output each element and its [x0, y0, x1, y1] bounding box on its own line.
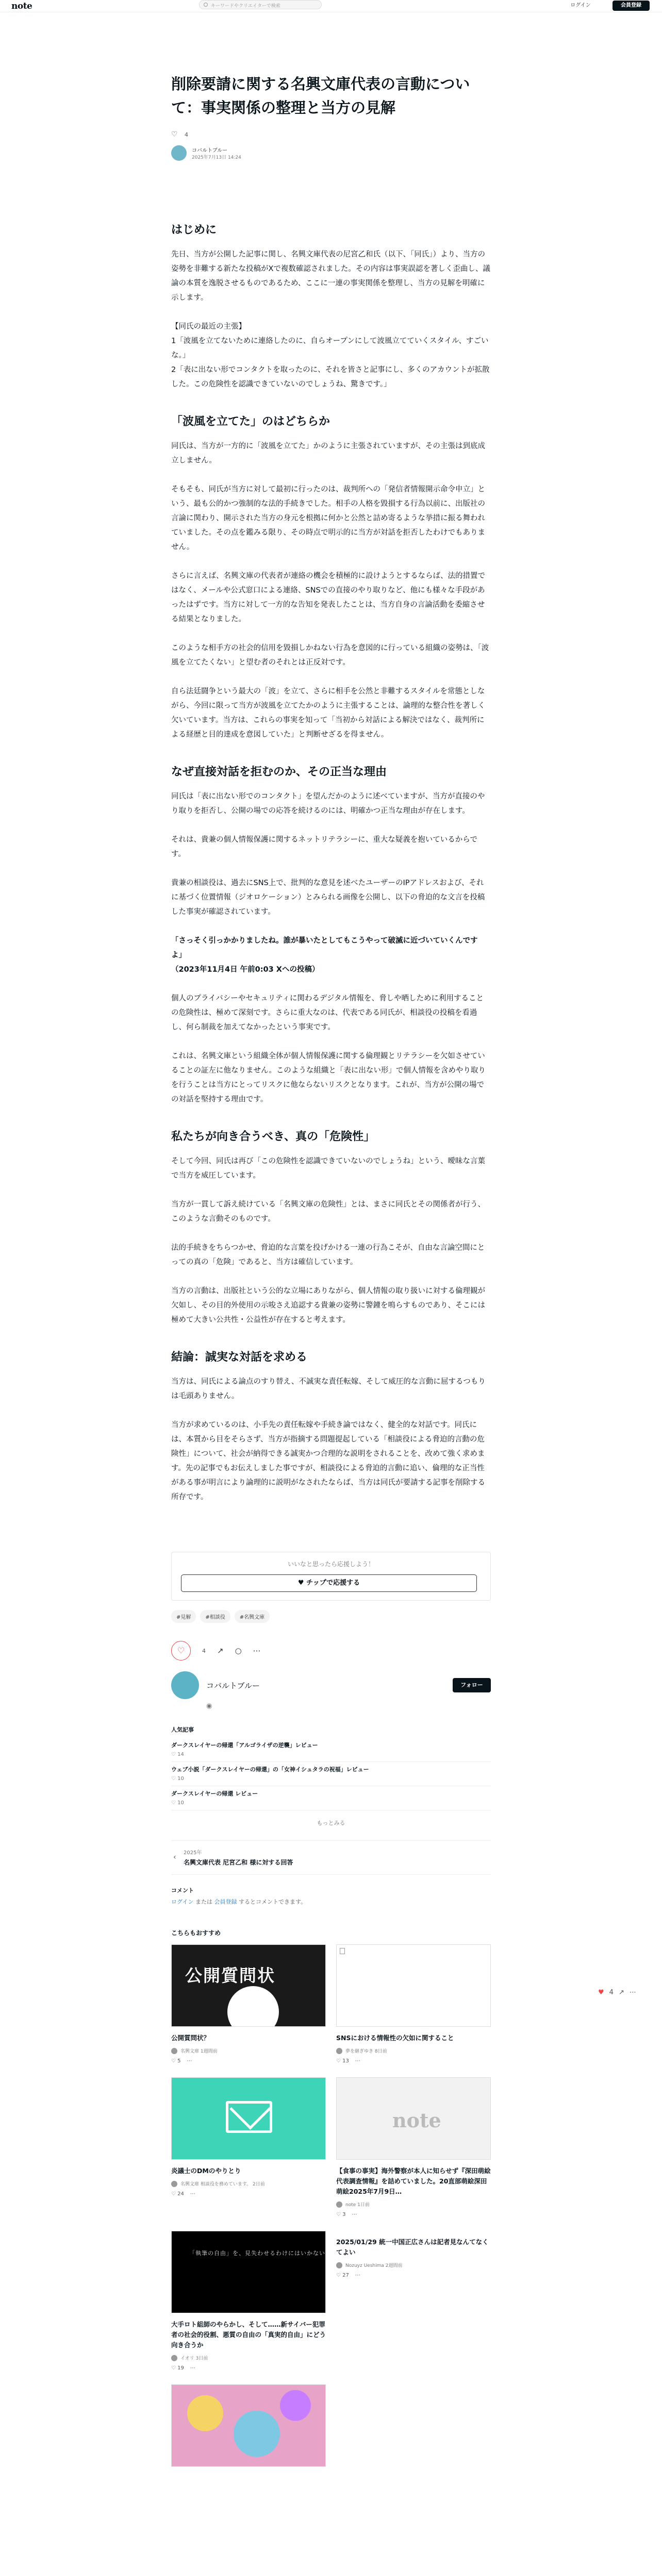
paragraph: 当方が求めているのは、小手先の責任転嫁や手続き論ではなく、健全的な対話です。同氏には、本質から目をそらさず、当方が指摘する問題提起している「相談役による脅迫的言動の危険性」について、社会が納得できる誠実かつ合理的な説明をされることを、改めて強く求めます。先の記事でもお伝えしました事ですが、相談役による脅迫的言動に追い、倫理的な正当性がある事が明言により論理的に説明がなされたならば、当方は同氏が要請する記事を削除する所存です。 — [171, 1421, 485, 1501]
broken-image-icon — [340, 1948, 345, 1954]
card-user: Nozuyz Ueshima 2週間前 — [336, 2262, 491, 2268]
comment-text: するとコメントできます。 — [237, 1899, 307, 1905]
tag[interactable]: #名興文庫 — [235, 1610, 270, 1623]
article-body — [171, 223, 491, 1504]
tip-button-label: チップで応援する — [306, 1579, 360, 1587]
search-icon — [204, 3, 208, 7]
card-meta: ♡ 13 ⋯ — [336, 2058, 360, 2064]
paragraph: 【同氏の最近の主張】 1「波風を立てないために連絡したのに、自らオープンにして波風立てていくスタイル、すごいな。」 2「表に出ない形でコンタクトを取ったのに、それを皆さと記事にし、多くのアカウントが拡散した。この危険性を認識できていないのでしょうね、驚きです。」 — [171, 323, 490, 388]
thumbnail — [171, 2077, 326, 2160]
card-user: 名興文庫 相談役を務めています。 2日前 — [171, 2180, 326, 2187]
more-icon[interactable]: ⋯ — [629, 1989, 636, 1996]
card-title: 【食事の事実】海外警察が本人に知らせず『深田萌絵代表調査情報』を詰めていました。20直部萌絵深田萌絵2025年7月9日… — [336, 2167, 491, 2195]
author-block — [171, 145, 491, 161]
paragraph: 当方の言動は、出版社という公的な立場にありながら、個人情報の取り扱いに対する倫理観が欠如し、その目的外使用の示唆さえ追認する貴兼の姿勢に警鐘を鳴らすものであり、そこには極めて大きい公共性・公益性が存在すると考えます。 — [171, 1287, 485, 1324]
paragraph: それは、貴兼の個人情報保護に関するネットリテラシーに、重大な疑義を抱いているからです。 — [171, 836, 478, 858]
signup-button[interactable]: 会員登録 — [613, 1, 650, 11]
note-logo[interactable]: note — [11, 1, 32, 11]
card-meta: ♡ 27 ⋯ — [336, 2273, 360, 2278]
login-link[interactable]: ログイン — [171, 1899, 194, 1905]
recommend-card[interactable] — [171, 2231, 326, 2371]
list-item[interactable] — [171, 1762, 491, 1786]
paragraph: そもそも、同氏が当方に対して最初に行ったのは、裁判所への「発信者情報開示命令申立」という、最も公的かつ強制的な法的手続きでした。相手の人格を毀損する行為以前に、出版社の言論に関わり、開示された当方の身元を根拠に何かと公然と詰め寄るような挙措に振る舞われていました。その点を鑑みる限り、その時点で明示的に当方が対話を拒否したわけでもありません。 — [171, 485, 485, 551]
recommend-grid — [171, 1944, 491, 2467]
paragraph: さらに言えば、名興文庫の代表者が連絡の機会を積極的に設けようとするならば、法的措置ではなく、メールや公式窓口による連絡、SNSでの直接のやり取りなど、他にも様々な手段があったはずです。当方に対して一方的な告知を発表したことは、当方自身の言論活動を委縮させる結果となりました。 — [171, 572, 485, 623]
thumbnail — [336, 1944, 491, 2027]
chevron-left-icon: ‹ — [173, 1853, 176, 1861]
recommend-heading: こちらもおすすめ — [171, 1929, 221, 1937]
list-item[interactable] — [171, 1786, 491, 1810]
recommend-card[interactable] — [171, 1944, 326, 2064]
tag[interactable]: #見解 — [171, 1610, 196, 1623]
paragraph: 個人のプライバシーやセキュリティに関わるデジタル情報を、脅しや晒しために利用することの危険性は、極めて深刻です。さらに重大なのは、代表である同氏が、相談役の投稿を看過し、何ら制裁を加えてなかったという事実です。 — [171, 994, 484, 1031]
prev-date: 2025年 — [184, 1850, 202, 1856]
popular-title: ダークスレイヤーの帰還 レビュー — [171, 1790, 258, 1797]
paragraph: これは、名興文庫という組織全体が個人情報保護に関する倫理観とリテラシーを欠如させていることの証左に他なりません。このような組織と「表に出ない形」で個人情報を含めやり取りを行うことは当方にとってリスクに他ならないリスクとなります。これが、当方が公開の場での対話を堅持する理由です。 — [171, 1052, 486, 1104]
card-title: 公開質問状？ — [171, 2034, 210, 2042]
prev-article-link[interactable] — [171, 1840, 491, 1875]
rss-icon[interactable]: ◉ — [206, 1702, 212, 1710]
popular-heading: 人気記事 — [171, 1726, 194, 1733]
popular-count: ♡ 10 — [171, 1776, 184, 1782]
follow-button[interactable]: フォロー — [453, 1678, 491, 1692]
tag-list — [171, 1610, 491, 1623]
creator-name[interactable]: コバルトブルー — [206, 1681, 260, 1690]
card-title: 大手ロト組師のやらかし、そして……新サイバー犯罪者の社会的役割、悪質の自由の「真実的自由」にどう向き合うか — [171, 2320, 326, 2349]
avatar[interactable] — [171, 145, 187, 161]
floating-actions — [598, 1989, 636, 1996]
card-user: イオリ 3日前 — [171, 2354, 326, 2361]
paragraph: 同氏は、当方が一方的に「波風を立てた」かのように主張されていますが、その主張は到底成立しません。 — [171, 442, 485, 465]
card-user: 名興文庫 1週間前 — [171, 2047, 326, 2054]
like-count: 4 — [202, 1647, 206, 1654]
paragraph: 先日、当方が公開した記事に関し、名興文庫代表の尼宮乙和氏（以下、「同氏」）より、当方の姿勢を非難する新たな投稿がXで複数確認されました。その内容は事実誤認を著しく歪曲し、議論の本質を逸脱させるものであるため、ここに一連の事実関係を整理し、当方の見解を明確に示します。 — [171, 250, 490, 302]
list-item[interactable] — [171, 1738, 491, 1762]
comment-heading: コメント — [171, 1887, 194, 1894]
header — [0, 0, 662, 12]
recommend-card[interactable] — [336, 1944, 491, 2064]
popular-articles — [171, 1725, 491, 1810]
section-heading: 「波風を立てた」のはどちらか — [171, 415, 330, 428]
section-heading: 私たちが向き合うべき、真の「危険性」 — [171, 1130, 375, 1143]
thumbnail: 公開質問状 — [171, 1944, 326, 2027]
article-likes — [171, 131, 491, 138]
thumbnail: 「執筆の自由」を、見失わせるわけにはいかない — [171, 2231, 326, 2313]
comment-icon[interactable]: ○ — [235, 1646, 242, 1655]
card-meta: ♡ 5 ⋯ — [171, 2058, 192, 2064]
section-heading: なぜ直接対話を拒むのか、その正当な理由 — [171, 766, 387, 778]
support-question: いいなと思ったら応援しよう！ — [287, 1561, 374, 1568]
recommend-card[interactable] — [171, 2384, 326, 2467]
search-input[interactable] — [199, 0, 322, 9]
tip-button[interactable]: ♥ チップで応援する — [181, 1574, 477, 1592]
card-user: 夢を継ぎゆき 8日前 — [336, 2047, 491, 2054]
comment-text: または — [193, 1899, 214, 1905]
post-date: 2025年7月13日 14:24 — [192, 155, 241, 160]
mail-icon — [226, 2101, 272, 2133]
recommend-card[interactable] — [171, 2077, 326, 2217]
floating-like-count: 4 — [609, 1989, 614, 1996]
like-button[interactable]: ♡ — [171, 1641, 191, 1660]
author-name[interactable]: コバルトブルー — [192, 148, 228, 154]
card-meta: ♡ 19 ⋯ — [171, 2365, 195, 2371]
prev-title: 名興文庫代表 尼宮乙和 様に対する回答 — [184, 1859, 293, 1866]
paragraph: 当方が一貫して訴え続けている「名興文庫の危険性」とは、まさに同氏とその関係者が行う、このような言動そのものです。 — [171, 1200, 485, 1223]
paragraph: 自ら法廷闘争という最大の「波」を立て、さらに相手を公然と非難するスタイルを常態としながら、今回に限って当方が波風を立てたかのように主張することは、論理的な整合性を著しく欠いています。当方は、これらの事実を知って「当初から対話による解決ではなく、裁判所による経歴と目的達成を意図していた」と判断せざるを得ません。 — [171, 687, 485, 739]
thumbnail — [171, 2384, 326, 2467]
heart-icon[interactable]: ♡ — [171, 130, 178, 139]
card-title: 2025/01/29 統一中国正広さんは記者見なんてなくてよい — [336, 2238, 489, 2256]
popular-count: ♡ 14 — [171, 1752, 184, 1757]
comment-section — [171, 1886, 491, 1906]
paragraph: 当方は、同氏による論点のすり替え、不誠実な責任転嫁、そして威圧的な言動に屈するつもりは毛頭ありません。 — [171, 1378, 486, 1400]
creator-card — [171, 1671, 491, 1699]
paragraph: 「さっそく引っかかりましたね。誰が暴いたとしてもこうやって破滅に近づいていくんですよ」 （2023年11月4日 午前0:03 Xへの投稿） — [171, 937, 478, 974]
comment-login-note — [171, 1897, 491, 1906]
card-title: SNSにおける情報性の欠如に関すること — [336, 2034, 454, 2042]
section-heading: はじめに — [171, 224, 217, 236]
more-icon[interactable]: ⋯ — [253, 1646, 261, 1655]
paragraph: 貴兼の相談役は、過去にSNS上で、批判的な意見を述べたユーザーのIPアドレスおよび、それに基づく位置情報（ジオロケーション）とみられる画像を公開し、以下の脅迫的な文言を投稿した事実が確認されています。 — [171, 879, 485, 916]
search-placeholder: キーワードやクリエイターで検索 — [211, 4, 280, 9]
article — [171, 72, 491, 2467]
article-title: 削除要請に関する名興文庫代表の言動について：事実関係の整理と当方の見解 — [171, 75, 470, 116]
recommend-card[interactable] — [336, 2231, 491, 2371]
like-count: 4 — [185, 131, 188, 138]
heart-icon[interactable]: ♥ — [598, 1989, 604, 1996]
login-button[interactable]: ログイン — [570, 3, 591, 8]
recommend-card[interactable] — [336, 2077, 491, 2217]
section-heading: 結論：誠実な対話を求める — [171, 1351, 308, 1364]
avatar[interactable] — [171, 1671, 199, 1699]
tag[interactable]: #相談役 — [200, 1610, 230, 1623]
paragraph: このような相手方の社会的信用を毀損しかねない行為を意図的に行っている組織の姿勢は、「波風を立てたくない」と望む者のそれとは正反対です。 — [171, 644, 489, 667]
paragraph: 法的手続きをちらつかせ、脅迫的な言葉を投げかける一連の行為こそが、自由な言論空間にとっての真の「危険」であると、当方は確信しています。 — [171, 1244, 485, 1266]
card-meta: ♡ 24 ⋯ — [171, 2191, 195, 2197]
share-icon[interactable]: ↗ — [618, 1989, 624, 1996]
paragraph: そして今回、同氏は再び「この危険性を認識できていないのでしょうね」という、曖昧な言葉で当方を威圧しています。 — [171, 1157, 485, 1180]
popular-title: ダークスレイヤーの帰還「アルゴライザの逆襲」レビュー — [171, 1742, 318, 1749]
popular-count: ♡ 10 — [171, 1800, 184, 1806]
thumbnail: note — [336, 2077, 491, 2160]
paragraph: 同氏は「表に出ない形でのコンタクト」を望んだかのように述べていますが、当方が直接のやり取りを拒否し、公開の場での応答を続けるのには、明確かつ正当な理由が存在します。 — [171, 792, 485, 815]
support-box — [171, 1552, 491, 1601]
action-bar — [171, 1640, 491, 1661]
card-user: note 1日前 — [336, 2201, 491, 2208]
more-link[interactable]: もっとみる — [317, 1820, 345, 1826]
signup-link[interactable]: 会員登録 — [214, 1899, 237, 1905]
card-title: 炎議士のDMのやりとり — [171, 2167, 241, 2175]
share-icon[interactable]: ↗ — [217, 1646, 224, 1655]
card-meta: ♡ 3 ⋯ — [336, 2212, 357, 2217]
popular-title: ウェブ小説「ダークスレイヤーの帰還」の「女神イシュタラの祝福」レビュー — [171, 1766, 369, 1773]
